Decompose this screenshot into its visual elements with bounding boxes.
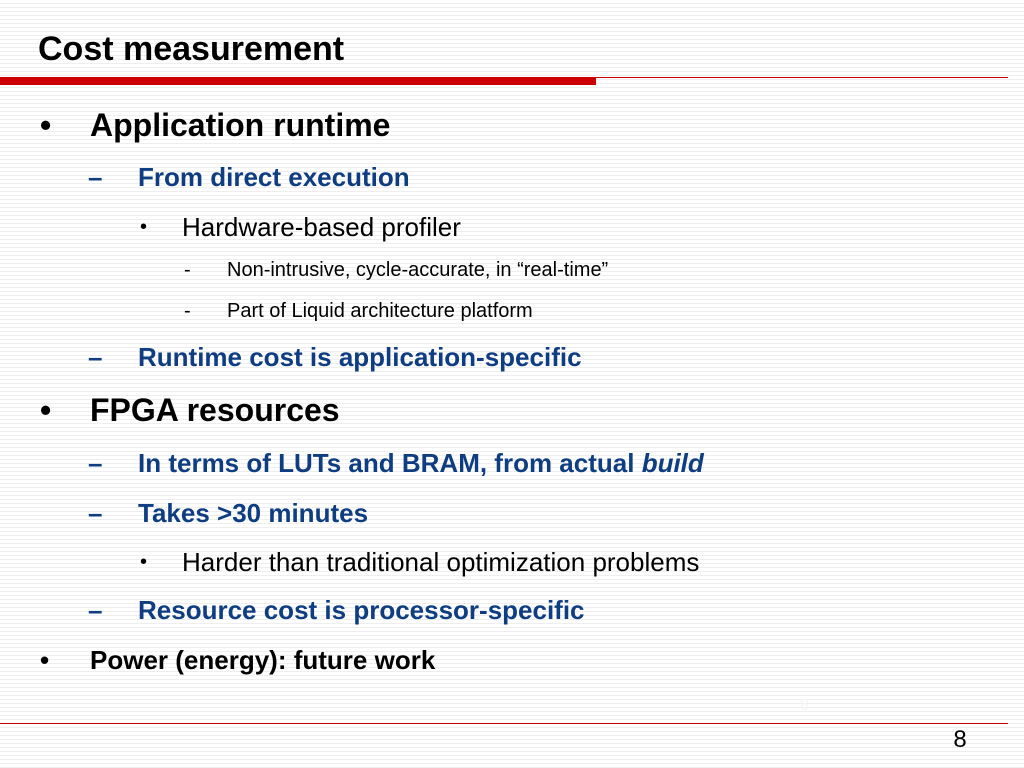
bullet-marker: • [40, 645, 50, 675]
title-underline-bar [0, 77, 596, 85]
footer-rule [0, 723, 1008, 724]
emphasis-build: build [641, 448, 704, 478]
bullet-marker: • [40, 392, 52, 428]
subbullet-text: Takes >30 minutes [138, 498, 369, 528]
hyphen-marker: - [184, 300, 191, 322]
bullet-text: Application runtime [90, 107, 391, 143]
subbullet-text: Runtime cost is application-specific [138, 342, 582, 372]
bullet-text: FPGA resources [90, 392, 340, 428]
bullet-text: Power (energy): future work [90, 645, 436, 675]
dash-marker: – [88, 342, 103, 372]
detail-text: Non-intrusive, cycle-accurate, in “real-time” [227, 259, 609, 281]
bullet-marker: • [140, 216, 148, 238]
detail-text: Part of Liquid architecture platform [227, 300, 533, 322]
subbullet-text: Resource cost is processor-specific [138, 595, 585, 625]
dash-marker: – [88, 498, 103, 528]
slide-title: Cost measurement [38, 30, 345, 68]
subsubbullet-text: Hardware-based profiler [182, 212, 461, 242]
dash-marker: – [88, 448, 103, 478]
hyphen-marker: - [184, 259, 191, 281]
title-underline-rule [596, 77, 1008, 78]
subbullet-text [138, 446, 704, 480]
bullet-marker: • [40, 107, 52, 143]
page-number: 8 [953, 726, 967, 753]
bullet-marker: • [140, 551, 148, 573]
subbullet-text: From direct execution [138, 162, 410, 192]
subbullet-text-main: In terms of LUTs and BRAM, from actual [138, 448, 642, 478]
dash-marker: – [88, 595, 103, 625]
dash-marker: – [88, 162, 103, 192]
subsubbullet-text: Harder than traditional optimization problems [182, 547, 700, 577]
faint-slide-number: 8 [800, 697, 809, 714]
